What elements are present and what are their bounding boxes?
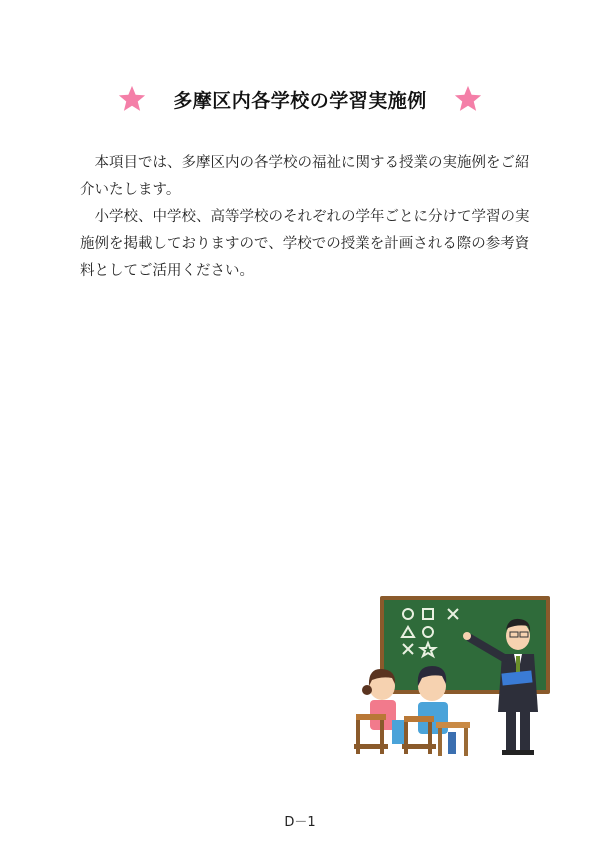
- intro-paragraph: 小学校、中学校、高等学校のそれぞれの学年ごとに分けて学習の実施例を掲載しておりますので、学校での授業を計画される際の参考資料としてご活用ください。: [80, 209, 530, 279]
- intro-paragraph: 本項目では、多摩区内の各学校の福祉に関する授業の実施例をご紹介いたします。: [80, 155, 530, 198]
- intro-text: [80, 150, 530, 285]
- star-icon: [117, 84, 147, 114]
- page-title: 多摩区内各学校の学習実施例: [173, 89, 427, 112]
- title-row: [0, 84, 600, 114]
- star-icon: [453, 84, 483, 114]
- page-number: D－1: [284, 815, 316, 830]
- classroom-teacher-illustration: [352, 594, 557, 764]
